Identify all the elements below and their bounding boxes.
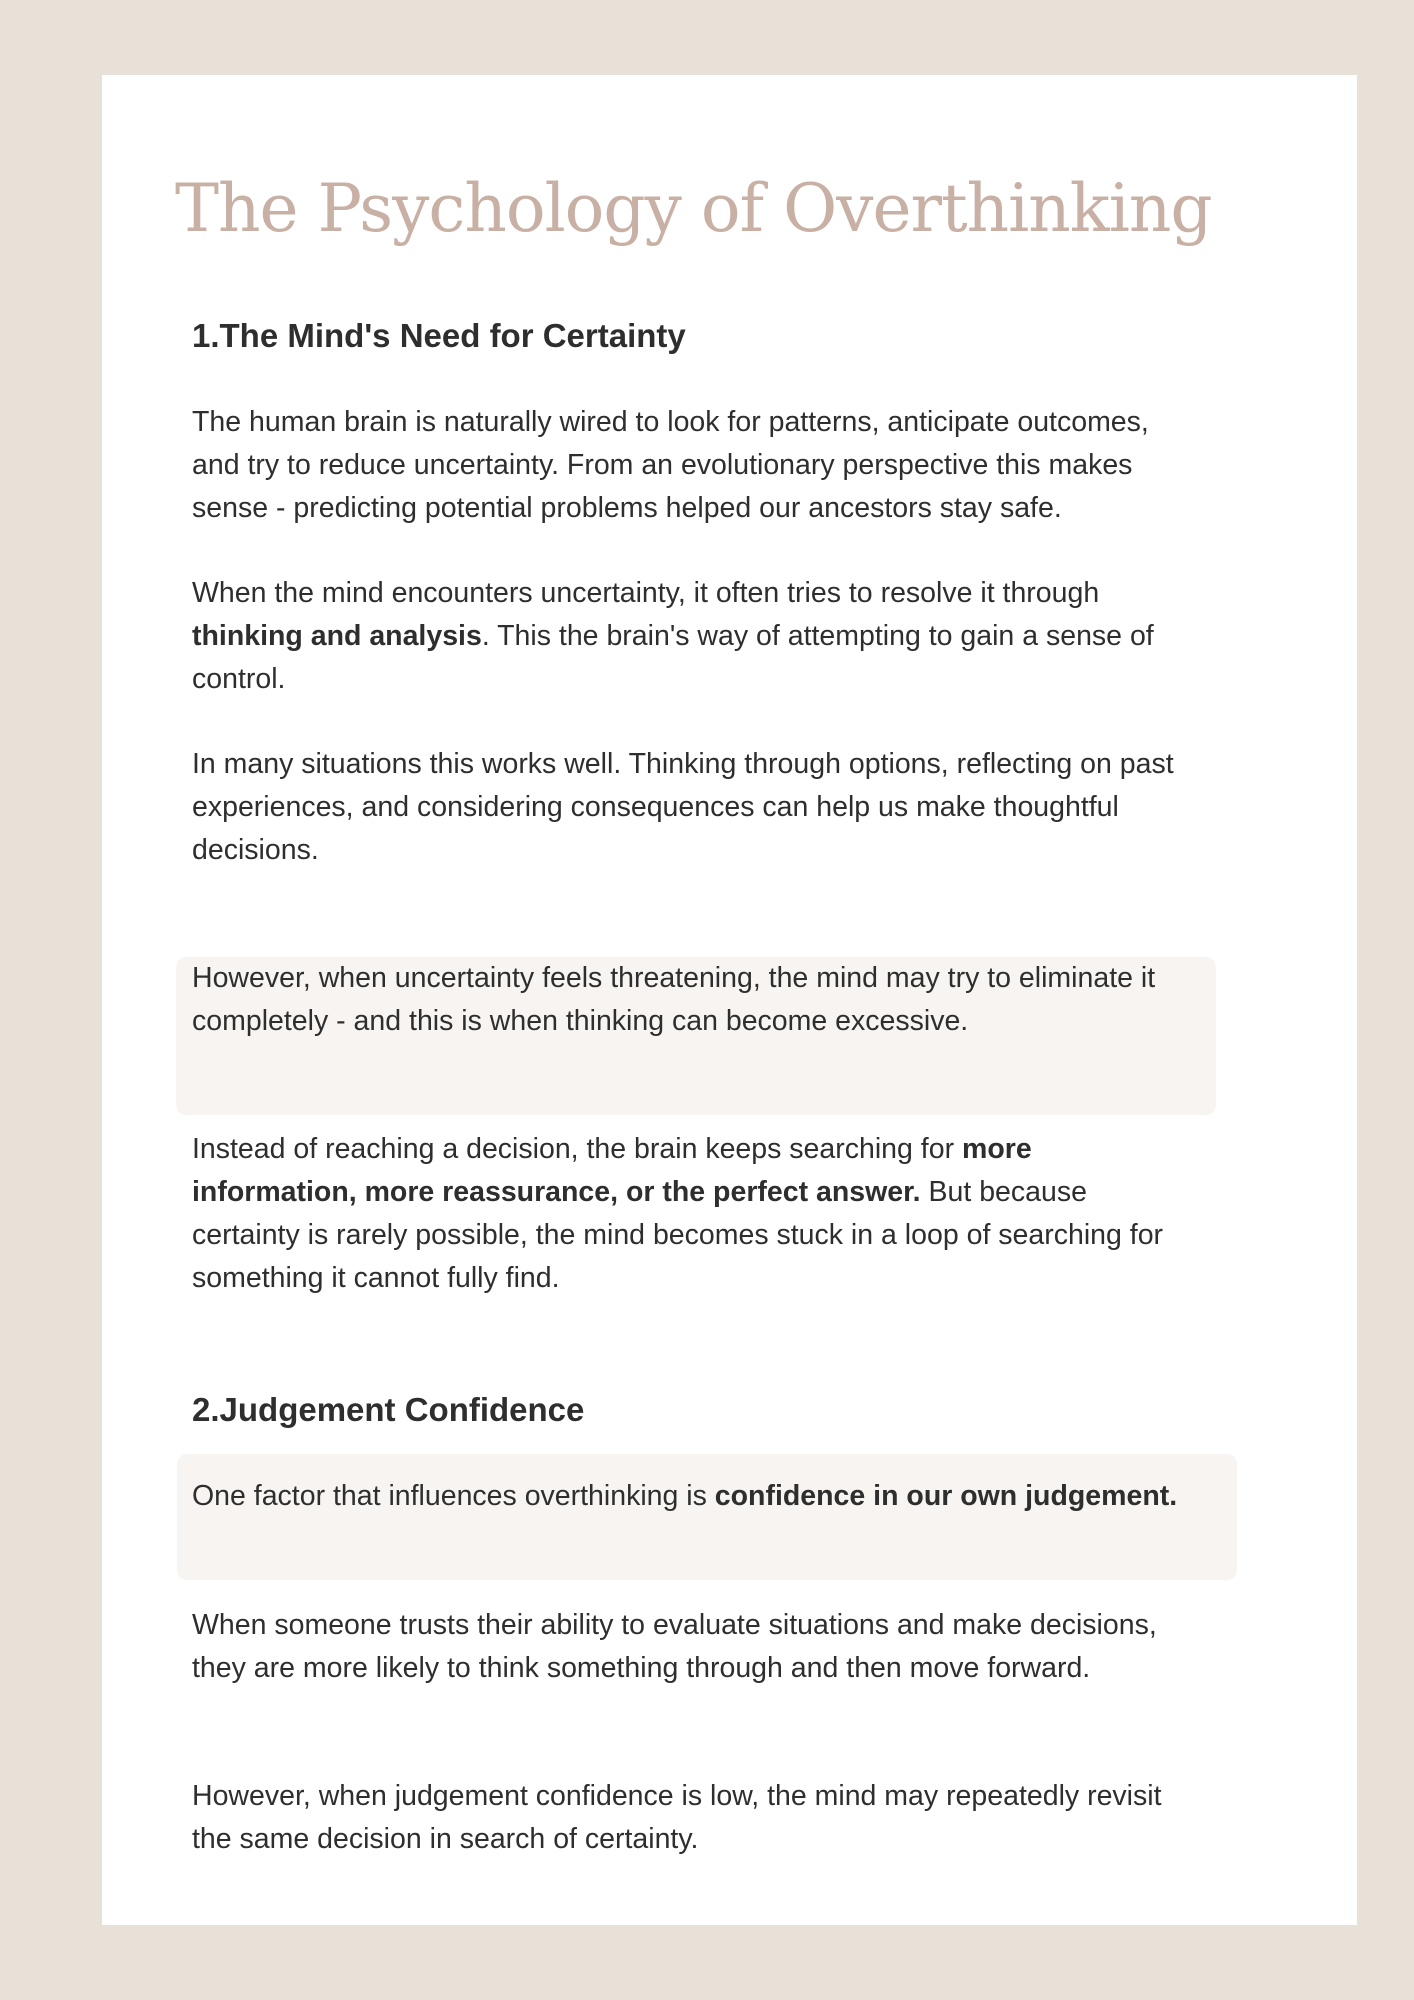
paragraph-text: . This the brain's way of attempting to gain a sense of control. <box>192 620 1154 695</box>
document-title: The Psychology of Overthinking <box>175 170 1212 247</box>
emphasis-text: thinking and analysis <box>192 620 482 652</box>
section-heading-judgement: 2.Judgement Confidence <box>192 1391 585 1428</box>
paragraph-text: Instead of reaching a decision, the brain keeps searching for <box>192 1133 962 1165</box>
emphasis-text: confidence in our own judgement. <box>714 1480 1178 1512</box>
paragraph-searching-loop <box>192 1128 1202 1300</box>
paragraph-threatening: However, when uncertainty feels threatening, the mind may try to eliminate it completely - and this is when thinking can become excessive. <box>192 962 1156 1037</box>
paragraph-text: When the mind encounters uncertainty, it often tries to resolve it through <box>192 577 1100 609</box>
paragraph-trusts-ability: When someone trusts their ability to evaluate situations and make decisions, they are more likely to think something through and then move forward. <box>192 1609 1157 1684</box>
paragraph-evolutionary: The human brain is naturally wired to look for patterns, anticipate outcomes, and try to reduce uncertainty. From an evolutionary perspective this makes sense - predicting potential problems helped our ancestors stay safe. <box>192 406 1149 524</box>
paragraph-confidence <box>192 1475 1202 1518</box>
paragraph-works-well: In many situations this works well. Thinking through options, reflecting on past experiences, and considering consequences can help us make thoughtful decisions. <box>192 748 1174 866</box>
paragraph-thinking-analysis <box>192 572 1202 701</box>
emphasis-text: more information, more reassurance, or the perfect answer. <box>192 1133 1032 1208</box>
section-heading-certainty: 1.The Mind's Need for Certainty <box>192 317 686 354</box>
paragraph-low-confidence: However, when judgement confidence is low, the mind may repeatedly revisit the same decision in search of certainty. <box>192 1780 1162 1855</box>
paragraph-text: But because certainty is rarely possible, the mind becomes stuck in a loop of searching for something it cannot fully find. <box>192 1176 1164 1294</box>
paragraph-text: One factor that influences overthinking is <box>192 1480 715 1512</box>
document-page <box>102 75 1357 1925</box>
